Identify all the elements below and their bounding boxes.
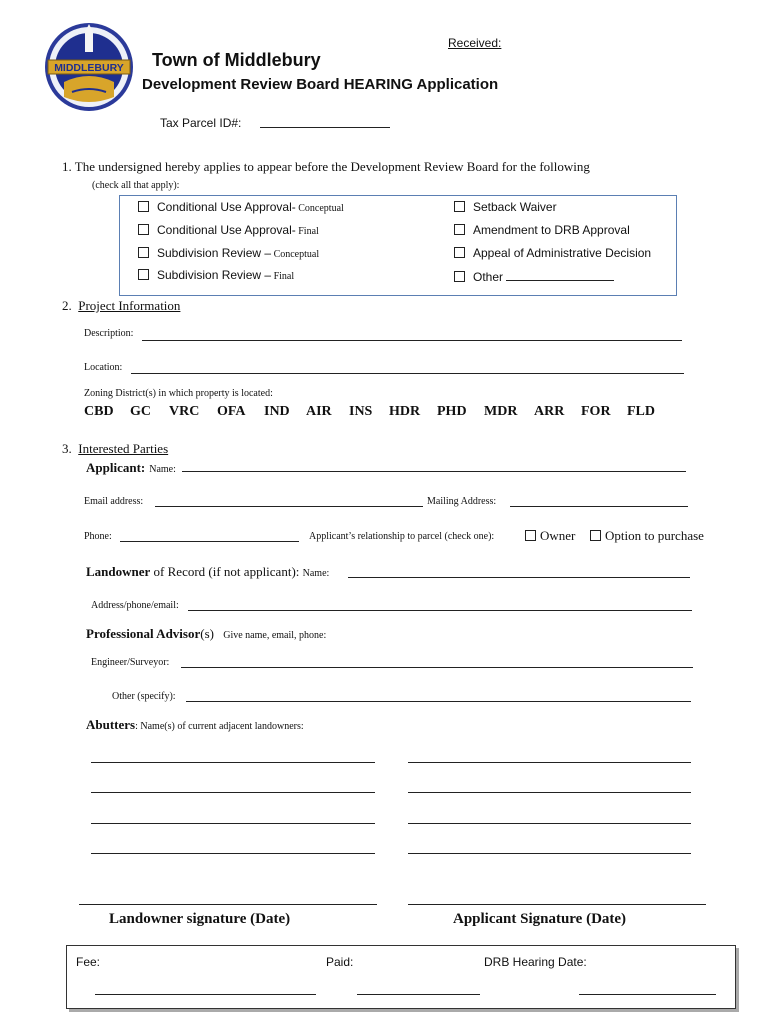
abutter-field[interactable] bbox=[408, 792, 691, 793]
applicant-signature-label: Applicant Signature (Date) bbox=[453, 911, 627, 927]
name-label: Name: bbox=[149, 464, 176, 475]
paid-label: Paid: bbox=[326, 955, 354, 969]
district-hdr[interactable]: HDR bbox=[389, 404, 421, 419]
owner-option[interactable]: Owner bbox=[525, 528, 575, 544]
hearing-date-field[interactable] bbox=[579, 994, 716, 995]
paid-field[interactable] bbox=[357, 994, 480, 995]
advisor-row: Professional Advisor(s) Give name, email, phone: bbox=[86, 626, 327, 641]
applicant-name-field[interactable] bbox=[182, 471, 686, 472]
landowner-name-field[interactable] bbox=[348, 577, 690, 578]
received-label: Received: bbox=[448, 36, 502, 50]
advisor-note: Give name, email, phone: bbox=[223, 630, 327, 641]
checkbox[interactable] bbox=[138, 247, 149, 258]
hearing-date-label: DRB Hearing Date: bbox=[484, 955, 587, 969]
option-other[interactable]: Other bbox=[454, 268, 614, 284]
applicant-row bbox=[86, 459, 176, 477]
option-to-purchase[interactable]: Option to purchase bbox=[590, 528, 704, 544]
option-subdivision-final[interactable]: Subdivision Review – Final bbox=[138, 268, 294, 282]
landowner-name-label: Name: bbox=[302, 568, 330, 579]
office-use-box bbox=[66, 945, 736, 1009]
checkbox[interactable] bbox=[454, 224, 465, 235]
section2-heading: 2. Project Information bbox=[62, 298, 181, 313]
tax-parcel-label: Tax Parcel ID#: bbox=[160, 116, 242, 130]
district-fld[interactable]: FLD bbox=[627, 404, 655, 419]
applicant-signature-line[interactable] bbox=[408, 904, 706, 905]
abutter-field[interactable] bbox=[91, 853, 375, 854]
phone-label: Phone: bbox=[84, 531, 112, 542]
district-arr[interactable]: ARR bbox=[534, 404, 565, 419]
district-ofa[interactable]: OFA bbox=[217, 404, 246, 419]
district-ins[interactable]: INS bbox=[349, 404, 373, 419]
district-phd[interactable]: PHD bbox=[437, 404, 467, 419]
fee-label: Fee: bbox=[76, 955, 101, 969]
option-subdivision-conceptual[interactable]: Subdivision Review – Conceptual bbox=[138, 246, 319, 260]
option-amendment[interactable]: Amendment to DRB Approval bbox=[454, 223, 630, 237]
abutter-field[interactable] bbox=[408, 762, 691, 763]
form-title: Development Review Board HEARING Application bbox=[142, 76, 499, 93]
section1-note: (check all that apply): bbox=[92, 180, 180, 191]
section1-heading: 1. The undersigned hereby applies to appear before the Development Review Board for the following bbox=[62, 159, 590, 174]
fee-field[interactable] bbox=[95, 994, 316, 995]
other-specify-label: Other (specify): bbox=[112, 691, 176, 702]
district-ind[interactable]: IND bbox=[264, 404, 290, 419]
section3-heading: 3. Interested Parties bbox=[62, 441, 169, 456]
district-cbd[interactable]: CBD bbox=[84, 404, 114, 419]
landowner-label: Landowner bbox=[86, 564, 151, 579]
email-label: Email address: bbox=[84, 496, 144, 507]
engineer-label: Engineer/Surveyor: bbox=[91, 657, 170, 668]
checkbox[interactable] bbox=[590, 530, 601, 541]
district-vrc[interactable]: VRC bbox=[169, 404, 200, 419]
town-title: Town of Middlebury bbox=[152, 50, 321, 70]
district-gc[interactable]: GC bbox=[130, 404, 151, 419]
district-for[interactable]: FOR bbox=[581, 404, 611, 419]
abutters-note: : Name(s) of current adjacent landowners: bbox=[135, 721, 304, 732]
district-air[interactable]: AIR bbox=[306, 404, 332, 419]
abutters-label: Abutters bbox=[86, 717, 136, 732]
checkbox[interactable] bbox=[138, 269, 149, 280]
abutter-field[interactable] bbox=[408, 853, 691, 854]
address-field[interactable] bbox=[188, 610, 692, 611]
relationship-label: Applicant’s relationship to parcel (check one): bbox=[309, 531, 495, 542]
mailing-label: Mailing Address: bbox=[427, 496, 497, 507]
applicant-label: Applicant: bbox=[86, 460, 146, 475]
option-appeal[interactable]: Appeal of Administrative Decision bbox=[454, 246, 651, 260]
email-field[interactable] bbox=[155, 506, 423, 507]
location-label: Location: bbox=[84, 362, 123, 373]
abutter-field[interactable] bbox=[91, 792, 375, 793]
option-conditional-use-final[interactable]: Conditional Use Approval- Final bbox=[138, 223, 319, 237]
location-field[interactable] bbox=[131, 373, 684, 374]
abutter-field[interactable] bbox=[91, 762, 375, 763]
phone-field[interactable] bbox=[120, 541, 299, 542]
other-specify-field[interactable] bbox=[186, 701, 691, 702]
abutter-field[interactable] bbox=[91, 823, 375, 824]
tax-parcel-field[interactable] bbox=[260, 127, 390, 128]
checkbox[interactable] bbox=[525, 530, 536, 541]
option-setback-waiver[interactable]: Setback Waiver bbox=[454, 200, 557, 214]
description-field[interactable] bbox=[142, 340, 682, 341]
engineer-field[interactable] bbox=[181, 667, 693, 668]
checkbox[interactable] bbox=[454, 247, 465, 258]
landowner-signature-line[interactable] bbox=[79, 904, 377, 905]
district-mdr[interactable]: MDR bbox=[484, 404, 518, 419]
checkbox[interactable] bbox=[454, 271, 465, 282]
landowner-signature-label: Landowner signature (Date) bbox=[109, 911, 291, 927]
other-field bbox=[506, 268, 614, 281]
abutter-field[interactable] bbox=[408, 823, 691, 824]
town-seal-logo bbox=[44, 22, 134, 112]
abutters-row bbox=[86, 717, 304, 733]
landowner-row: Landowner of Record (if not applicant): Name: bbox=[86, 564, 330, 579]
description-label: Description: bbox=[84, 328, 134, 339]
address-label: Address/phone/email: bbox=[91, 600, 179, 611]
checkbox[interactable] bbox=[138, 201, 149, 212]
checkbox[interactable] bbox=[454, 201, 465, 212]
seal-text: MIDDLEBURY bbox=[54, 62, 124, 74]
zoning-label: Zoning District(s) in which property is located: bbox=[84, 388, 273, 399]
advisor-label: Professional Advisor bbox=[86, 626, 201, 641]
checkbox[interactable] bbox=[138, 224, 149, 235]
option-conditional-use-conceptual[interactable]: Conditional Use Approval- Conceptual bbox=[138, 200, 344, 214]
mailing-field[interactable] bbox=[510, 506, 688, 507]
